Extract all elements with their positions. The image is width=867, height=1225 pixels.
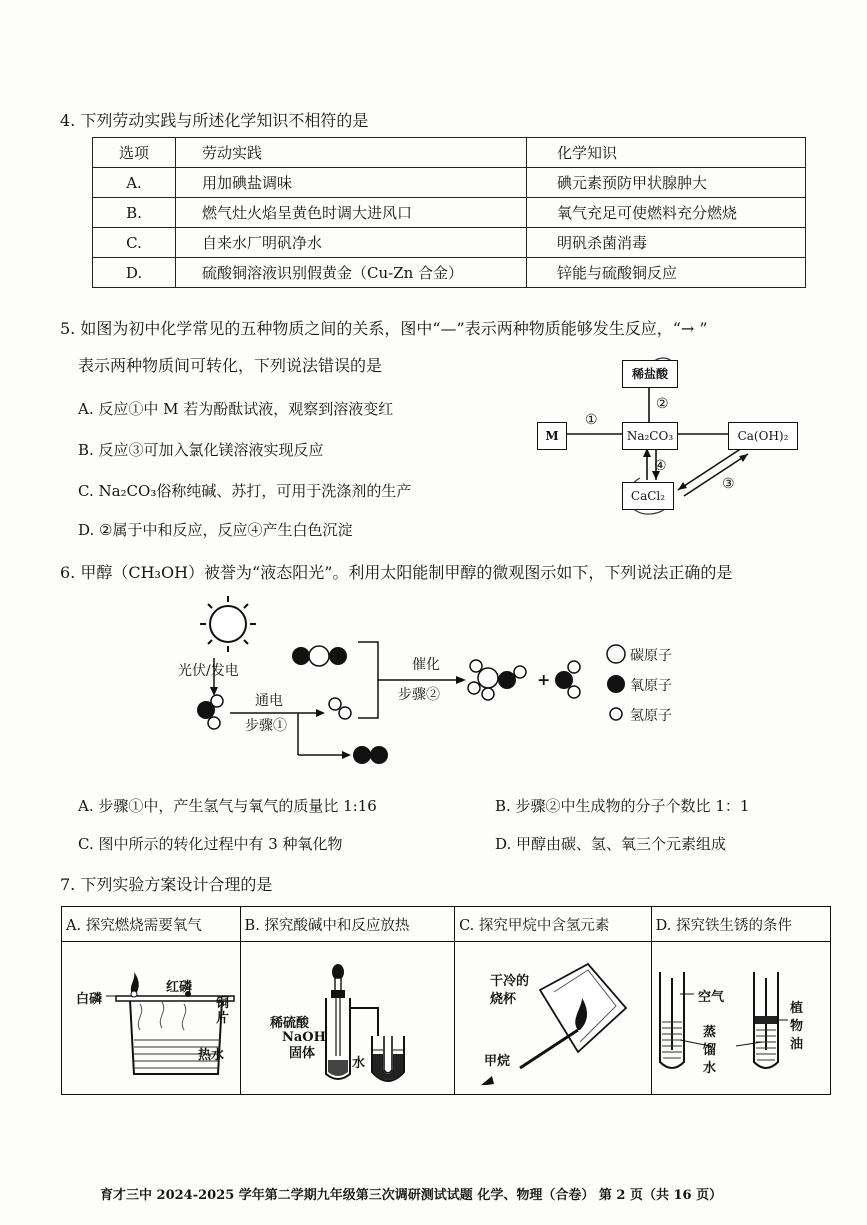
table-header: 化学知识 <box>527 138 806 168</box>
table-header: A. 探究燃烧需要氧气 <box>62 907 241 942</box>
table-header: 劳动实践 <box>176 138 527 168</box>
table-row <box>93 198 806 228</box>
label-water: 水 <box>352 1056 366 1071</box>
node-na2co3: Na₂CO₃ <box>622 422 678 450</box>
reaction-4-label: ④ <box>654 458 667 474</box>
node-m: M <box>537 422 567 450</box>
page-footer: 育才三中 2024-2025 学年第二学期九年级第三次调研测试试题 化学、物理（合卷） 第 2 页（共 16 页） <box>100 1188 723 1203</box>
q6-option-b: B. 步骤②中生成物的分子个数比 1：1 <box>495 797 750 815</box>
table-cell: 明矾杀菌消毒 <box>527 228 806 258</box>
table-row <box>93 138 806 168</box>
label-distilled-water: 蒸馏水 <box>703 1025 717 1076</box>
plus-sign: + <box>537 670 551 689</box>
table-row <box>93 168 806 198</box>
table-cell: 硫酸铜溶液识别假黄金（Cu-Zn 合金） <box>176 258 527 288</box>
catalysis-label: 催化 <box>412 657 440 673</box>
q6-option-c: C. 图中所示的转化过程中有 3 种氧化物 <box>78 835 343 853</box>
label-white-phosphorus: 白磷 <box>76 992 103 1007</box>
q4-stem: 4. 下列劳动实践与所述化学知识不相符的是 <box>60 111 369 130</box>
q4-table <box>92 137 806 288</box>
label-air: 空气 <box>698 990 725 1005</box>
node-hcl: 稀盐酸 <box>622 360 678 388</box>
sun-icon <box>200 596 256 652</box>
table-cell: 燃气灶火焰呈黄色时调大进风口 <box>176 198 527 228</box>
label-methane: 甲烷 <box>484 1054 511 1069</box>
q6-stem: 6. 甲醇（CH₃OH）被誉为“液态阳光”。利用太阳能制甲醇的微观图示如下，下列说法正确的是 <box>60 563 733 582</box>
table-header: 选项 <box>93 138 176 168</box>
legend-hydrogen: 氢原子 <box>630 708 672 724</box>
q5-option-d: D. ②属于中和反应，反应④产生白色沉淀 <box>78 521 353 539</box>
table-cell: 自来水厂明矾净水 <box>176 228 527 258</box>
q5-stem-line1: 5. 如图为初中化学常见的五种物质之间的关系，图中“—”表示两种物质能够发生反应，“→ ” <box>60 319 708 338</box>
table-cell: D. <box>93 258 176 288</box>
table-row <box>62 907 831 942</box>
q6-option-a: A. 步骤①中，产生氢气与氧气的质量比 1:16 <box>78 797 377 815</box>
step2-label: 步骤② <box>398 687 440 703</box>
pv-label: 光伏/发电 <box>178 663 239 679</box>
table-cell: 碘元素预防甲状腺肿大 <box>527 168 806 198</box>
label-hot-water: 热水 <box>198 1048 225 1063</box>
table-header: C. 探究甲烷中含氢元素 <box>455 907 652 942</box>
table-cell: A. <box>93 168 176 198</box>
step1-label: 步骤① <box>245 718 287 734</box>
label-copper-sheet: 铜片 <box>216 996 230 1026</box>
node-caoh2: Ca(OH)₂ <box>728 422 798 450</box>
label-naoh-solid: NaOH固体 <box>282 1030 326 1061</box>
q5-option-b: B. 反应③可加入氯化镁溶液实现反应 <box>78 441 324 459</box>
table-row <box>93 228 806 258</box>
table-header: B. 探究酸碱中和反应放热 <box>240 907 455 942</box>
table-cell: C. <box>93 228 176 258</box>
q5-option-a: A. 反应①中 M 若为酚酞试液，观察到溶液变红 <box>78 400 394 418</box>
reaction-1-label: ① <box>585 412 598 428</box>
reaction-2-label: ② <box>656 396 669 412</box>
legend-oxygen: 氧原子 <box>630 678 672 694</box>
table-cell: 锌能与硫酸铜反应 <box>527 258 806 288</box>
table-cell: B. <box>93 198 176 228</box>
label-red-phosphorus: 红磷 <box>166 980 193 995</box>
electrolysis-label: 通电 <box>255 693 283 709</box>
label-dry-cold: 干冷的 <box>490 974 530 989</box>
q6-micro-diagram <box>170 592 670 772</box>
q5-stem-line2: 表示两种物质间可转化，下列说法错误的是 <box>78 356 383 375</box>
table-cell: 氧气充足可使燃料充分燃烧 <box>527 198 806 228</box>
q6-option-d: D. 甲醇由碳、氢、氧三个元素组成 <box>495 835 727 853</box>
q5-option-c: C. Na₂CO₃俗称纯碱、苏打，可用于洗涤剂的生产 <box>78 482 412 500</box>
table-header: D. 探究铁生锈的条件 <box>651 907 830 942</box>
node-cacl2: CaCl₂ <box>622 482 674 510</box>
label-beaker: 烧杯 <box>490 992 517 1007</box>
q7-stem: 7. 下列实验方案设计合理的是 <box>60 875 273 894</box>
reaction-3-label: ③ <box>722 476 735 492</box>
table-cell: 用加碘盐调味 <box>176 168 527 198</box>
table-row <box>93 258 806 288</box>
label-dilute-sulfuric-acid: 稀硫酸 <box>270 1016 310 1031</box>
legend-carbon: 碳原子 <box>630 648 672 664</box>
label-vegetable-oil: 植物油 <box>790 1001 804 1052</box>
